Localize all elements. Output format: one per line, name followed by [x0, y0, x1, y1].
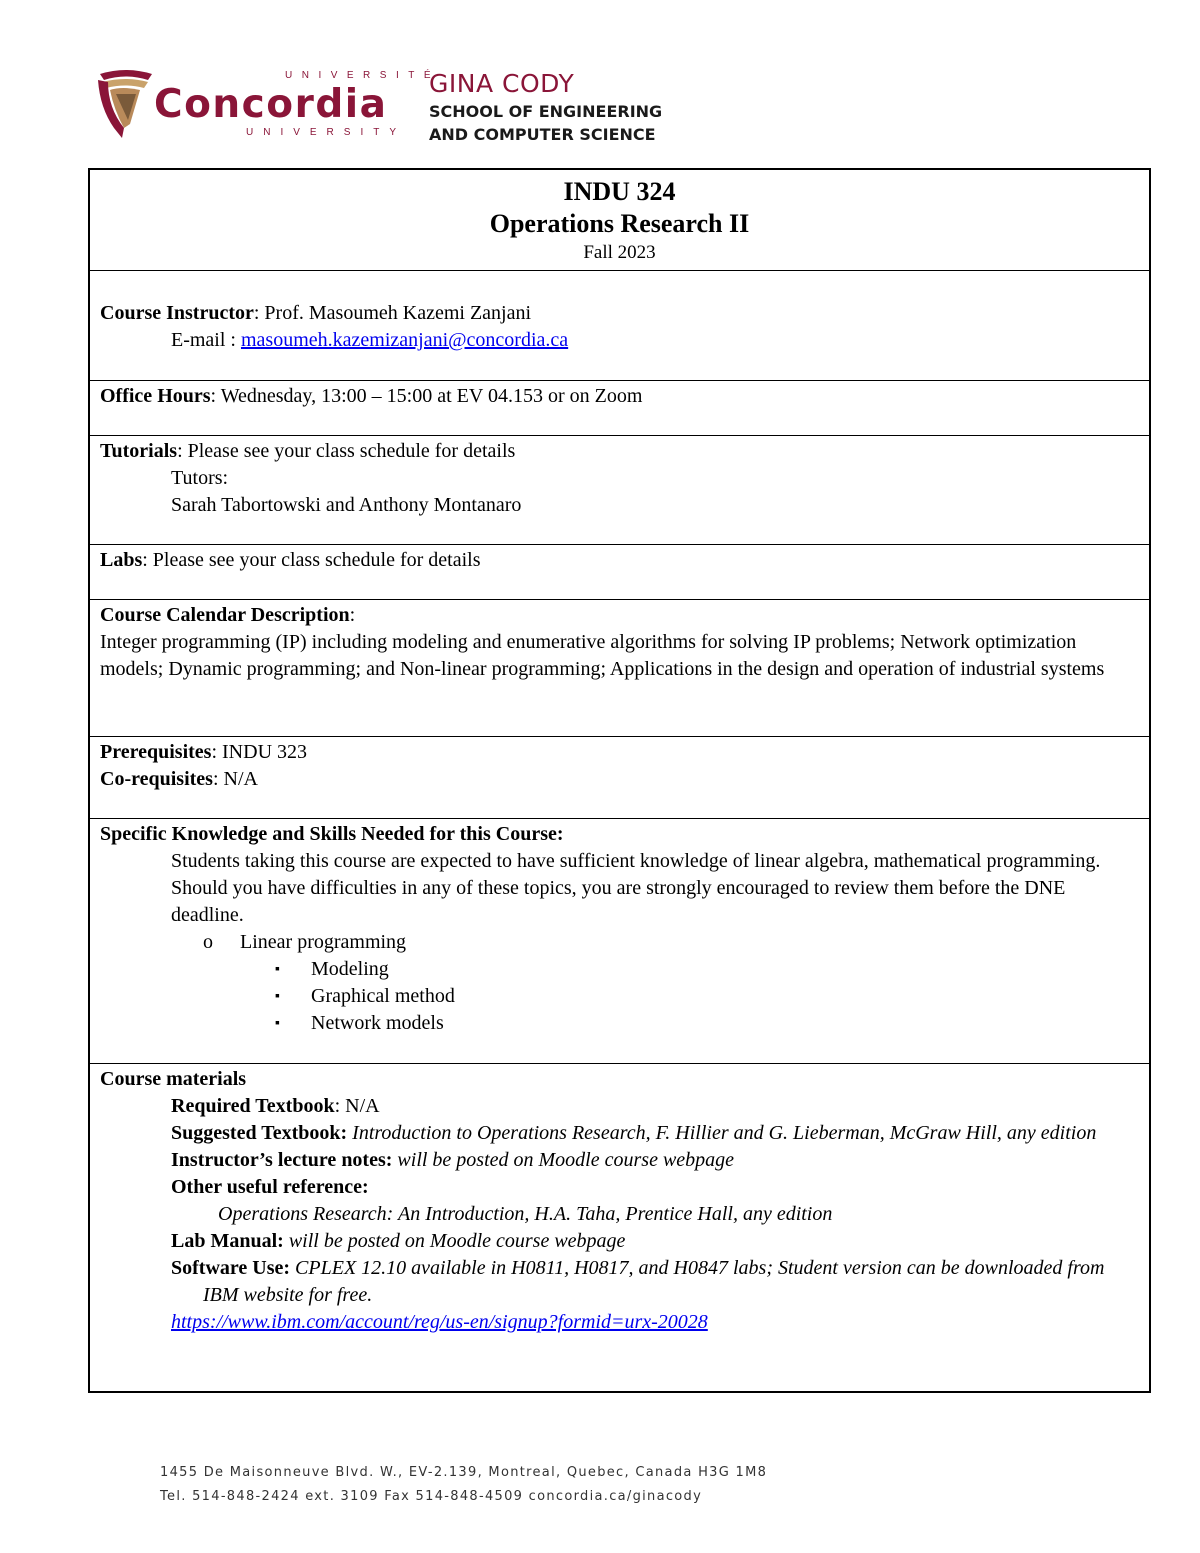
footer-contact: Tel. 514-848-2424 ext. 3109 Fax 514-848-4509 concordia.ca/ginacody [160, 1489, 703, 1504]
labs-label: Labs [100, 549, 143, 571]
other-reference-label: Other useful reference: [171, 1176, 369, 1198]
knowledge-label: Specific Knowledge and Skills Needed for this Course: [100, 823, 564, 845]
lecture-notes-label: Instructor’s lecture notes: [171, 1149, 393, 1171]
description-text: Integer programming (IP) including modeling and enumerative algorithms for solving IP problems; Network optimization models; Dynamic programming; and Non-linear programming; Applications in the design and operation of industrial systems [100, 631, 1105, 680]
square-bullet-icon: ▪ [275, 989, 280, 1004]
gina-cody-title: GINA CODY [429, 69, 575, 98]
lab-manual-label: Lab Manual: [171, 1230, 284, 1252]
lecture-notes-value: will be posted on Moodle course webpage [397, 1149, 735, 1171]
knowledge-row [90, 819, 1149, 1064]
square-bullet-icon: ▪ [275, 962, 280, 977]
instructor-label: Course Instructor [100, 302, 254, 324]
description-row: Course Calendar Description: Integer programming (IP) including modeling and enumerative algorithms for solving IP problems; Network optimization models; Dynamic programming; and Non-linear programming; Applications in the design and operation of industrial systems [90, 600, 1149, 737]
instructor-email-link[interactable]: masoumeh.kazemizanjani@concordia.ca [240, 329, 569, 351]
tutors-names: Sarah Tabortowski and Anthony Montanaro [171, 494, 522, 516]
concordia-crest-icon [96, 68, 154, 140]
list-item: ▪ Network models [100, 1010, 1149, 1037]
prerequisites-value: : INDU 323 [211, 741, 308, 763]
tutors-label: Tutors: [171, 467, 229, 489]
course-code: INDU 324 [563, 177, 676, 206]
knowledge-text: Students taking this course are expected to have sufficient knowledge of linear algebra, mathematical programming. Should you have difficulties in any of these topics, you are strongly encouraged to review them before the DNE deadline. [171, 850, 1101, 926]
suggested-textbook-label: Suggested Textbook: [171, 1122, 348, 1144]
instructor-row [90, 271, 1149, 381]
required-textbook-value: : N/A [334, 1095, 380, 1117]
software-use-label: Software Use: [171, 1257, 291, 1279]
corequisites-value: : N/A [212, 768, 258, 790]
course-title-row [90, 170, 1149, 271]
office-hours-label: Office Hours [100, 385, 211, 407]
prerequisites-label: Prerequisites [100, 741, 212, 763]
corequisites-label: Co-requisites [100, 768, 213, 790]
list-item: ▪ Graphical method [100, 983, 1149, 1010]
list-item: ▪ Modeling [100, 956, 1149, 983]
university-label: UNIVERSITY [246, 127, 407, 138]
email-label: E-mail : [171, 329, 241, 351]
school-line-1: SCHOOL OF ENGINEERING [429, 102, 663, 121]
office-hours-row [90, 381, 1149, 436]
labs-row [90, 545, 1149, 600]
concordia-wordmark: Concordia [154, 82, 388, 127]
course-term: Fall 2023 [583, 242, 656, 263]
tutorials-value: : Please see your class schedule for details [177, 440, 516, 462]
footer-address: 1455 De Maisonneuve Blvd. W., EV-2.139, Montreal, Quebec, Canada H3G 1M8 [160, 1465, 768, 1480]
letterhead [96, 64, 716, 148]
lab-manual-value: will be posted on Moodle course webpage [288, 1230, 626, 1252]
course-outline-table [88, 168, 1151, 1393]
tutorials-row [90, 436, 1149, 545]
other-reference-value: Operations Research: An Introduction, H.A. Taha, Prentice Hall, any edition [218, 1203, 833, 1225]
description-label: Course Calendar Description [100, 604, 350, 626]
materials-row [90, 1064, 1149, 1391]
universite-label: UNIVERSITÉ [285, 70, 441, 81]
circle-bullet-icon: o [203, 931, 213, 953]
labs-value: : Please see your class schedule for details [142, 549, 481, 571]
suggested-textbook-value: Introduction to Operations Research, F. Hillier and G. Lieberman, McGraw Hill, any edition [352, 1122, 1097, 1144]
square-bullet-icon: ▪ [275, 1016, 280, 1031]
materials-label: Course materials [100, 1068, 247, 1090]
requisites-row [90, 737, 1149, 819]
required-textbook-label: Required Textbook [171, 1095, 335, 1117]
software-use-value: CPLEX 12.10 available in H0811, H0817, and H0847 labs; Student version can be downloaded from IBM website for free. [203, 1257, 1105, 1306]
list-item: o Linear programming [100, 929, 1149, 956]
tutorials-label: Tutorials [100, 440, 178, 462]
ibm-signup-link[interactable]: https://www.ibm.com/account/reg/us-en/signup?formid=urx-20028 [171, 1311, 708, 1333]
instructor-value: : Prof. Masoumeh Kazemi Zanjani [253, 302, 532, 324]
course-name: Operations Research II [489, 209, 750, 238]
school-line-2: AND COMPUTER SCIENCE [429, 125, 656, 144]
office-hours-value: : Wednesday, 13:00 – 15:00 at EV 04.153 or on Zoom [210, 385, 643, 407]
